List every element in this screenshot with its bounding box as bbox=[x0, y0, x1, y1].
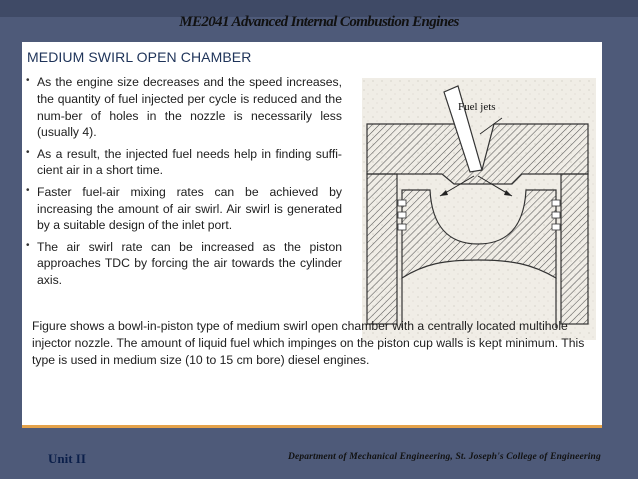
piston-ring bbox=[398, 224, 406, 230]
piston-ring bbox=[398, 212, 406, 218]
combustion-chamber-figure bbox=[362, 78, 596, 340]
bullet-icon: • bbox=[26, 146, 30, 158]
content-panel bbox=[22, 42, 602, 428]
bullet-item bbox=[26, 184, 342, 234]
bullet-text: As the engine size decreases and the speed increases, the quantity of fuel injected per cycle is reduced and the num-ber of holes in the nozzle is necessarily less (usually 4). bbox=[37, 75, 342, 140]
department-footer: Department of Mechanical Engineering, St. Joseph's College of Engineering bbox=[288, 452, 601, 462]
bullet-item bbox=[26, 146, 342, 180]
bullet-icon: • bbox=[26, 239, 30, 251]
bullet-list bbox=[26, 74, 342, 294]
piston-ring bbox=[552, 212, 560, 218]
figure-description: Figure shows a bowl-in-piston type of medium swirl open chamber with a centrally located multihole injector nozzle. The amount of liquid fuel which impinges on the piston cup walls is kept minimum. This type is used in medium size (10 to 15 cm bore) diesel engines. bbox=[32, 319, 585, 367]
piston-ring bbox=[398, 200, 406, 206]
bullet-text: Faster fuel-air mixing rates can be achieved by increasing the amount of air swirl. Air swirl is generated by a suitable design of the inlet port. bbox=[37, 184, 342, 233]
cylinder-wall-right bbox=[561, 174, 588, 324]
bullet-text: As a result, the injected fuel needs help in finding suffi-cient air in a short time. bbox=[37, 146, 342, 178]
unit-label: Unit II bbox=[48, 451, 86, 466]
figure-label: Fuel jets bbox=[458, 101, 496, 113]
piston-ring bbox=[552, 224, 560, 230]
bullet-icon: • bbox=[26, 75, 30, 86]
bullet-text: The air swirl rate can be increased as the piston approaches TDC by forcing the air towards the cylinder axis. bbox=[37, 239, 342, 288]
piston-ring bbox=[552, 200, 560, 206]
bullet-item bbox=[26, 74, 342, 141]
bullet-icon: • bbox=[26, 184, 30, 196]
cylinder-wall-left bbox=[367, 174, 397, 324]
bullet-item bbox=[26, 239, 342, 289]
slide-title: MEDIUM SWIRL OPEN CHAMBER bbox=[27, 49, 252, 65]
course-title: ME2041 Advanced Internal Combustion Engines bbox=[179, 14, 459, 30]
